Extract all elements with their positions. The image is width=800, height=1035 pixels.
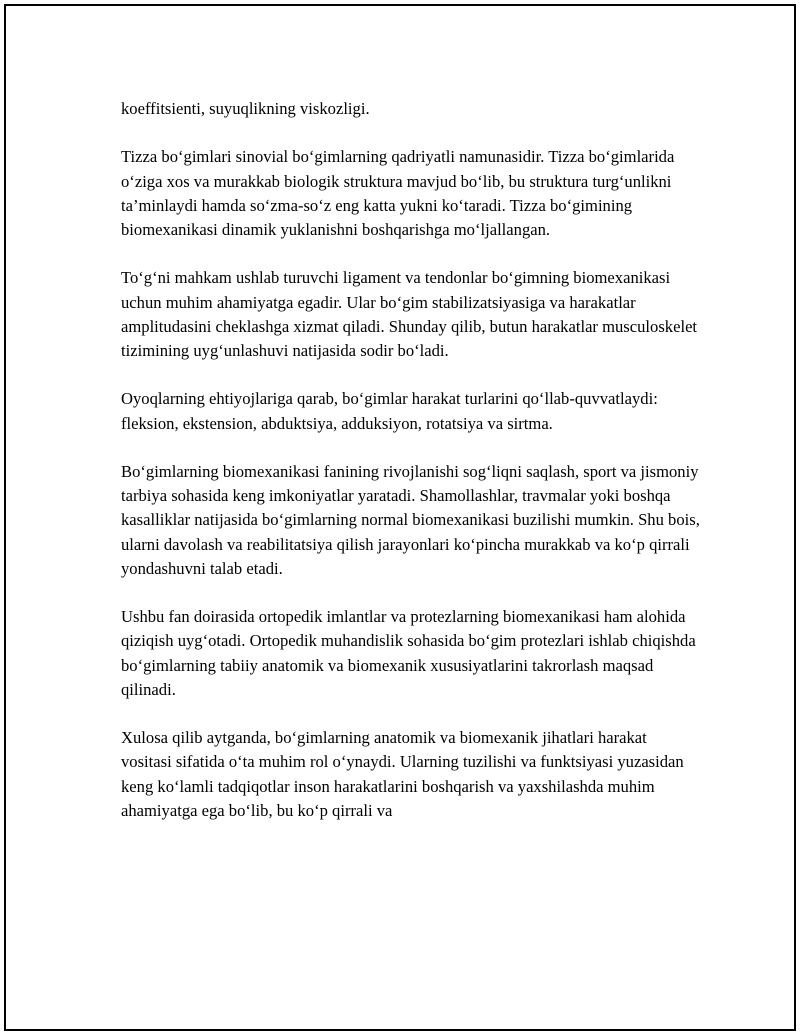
- paragraph-4: Oyoqlarning ehtiyojlariga qarab, bo‘gimlar harakat turlarini qo‘llab-quvvatlaydi: fleksion, ekstension, abduktsiya, adduksiyon, rotatsiya va sirtma.: [121, 389, 658, 433]
- paragraph-3: To‘g‘ni mahkam ushlab turuvchi ligament va tendonlar bo‘gimning biomexanikasi uchun muhim ahamiyatga egadir. Ular bo‘gim stabilizatsiyasiga va harakatlar amplitudasini cheklashga xizmat qiladi. Shunday qilib, butun harakatlar musculoskelet tizimining uyg‘unlashuvi natijasida sodir bo‘ladi.: [121, 268, 698, 360]
- paragraph-6: Ushbu fan doirasida ortopedik imlantlar va protezlarning biomexanikasi ham alohida qiziqish uyg‘otadi. Ortopedik muhandislik sohasida bo‘gim protezlari ishlab chiqishda bo‘gimlarning tabiiy anatomik va biomexanik xususiyatlarini takrorlash maqsad qilinadi.: [121, 607, 696, 699]
- paragraph-2: Tizza bo‘gimlari sinovial bo‘gimlarning qadriyatli namunasidir. Tizza bo‘gimlarida o‘ziga xos va murakkab biologik struktura mavjud bo‘lib, bu struktura turg‘unlikni ta’minlaydi hamda so‘zma-so‘z eng katta yukni ko‘taradi. Tizza bo‘gimining biomexanikasi dinamik yuklanishni boshqarishga mo‘ljallangan.: [121, 147, 675, 239]
- paragraph-7: Xulosa qilib aytganda, bo‘gimlarning anatomik va biomexanik jihatlari harakat vositasi sifatida o‘ta muhim rol o‘ynaydi. Ularning tuzilishi va funktsiyasi yuzasidan keng ko‘lamli tadqiqotlar inson harakatlarini boshqarish va yaxshilashda muhim ahamiyatga ega bo‘lib, bu ko‘p qirrali va: [121, 728, 684, 820]
- paragraph-5: Bo‘gimlarning biomexanikasi fanining rivojlanishi sog‘liqni saqlash, sport va jismoniy tarbiya sohasida keng imkoniyatlar yaratadi. Shamollashlar, travmalar yoki boshqa kasalliklar natijasida bo‘gimlarning normal biomexanikasi buzilishi mumkin. Shu bois, ularni davolash va reabilitatsiya qilish jarayonlari ko‘pincha murakkab va ko‘p qirrali yondashuvni talab etadi.: [121, 461, 700, 578]
- paragraph-1: koeffitsienti, suyuqlikning viskozligi.: [121, 99, 370, 118]
- document-page: [4, 4, 796, 1031]
- document-body: [121, 97, 701, 847]
